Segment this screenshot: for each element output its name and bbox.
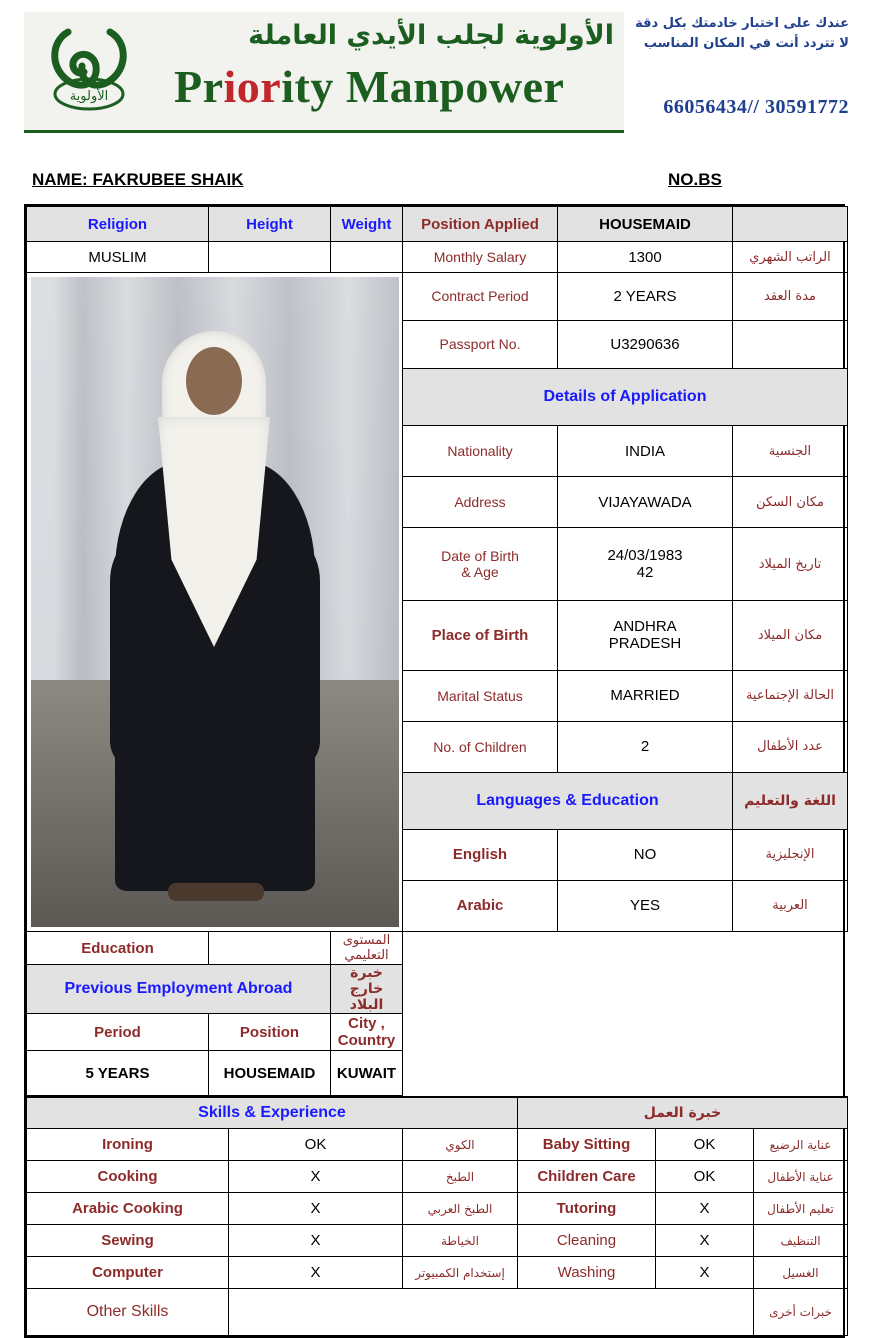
- skill-cooking-value: X: [229, 1161, 403, 1193]
- children-count-label: No. of Children: [403, 721, 558, 772]
- brand-english-title: [174, 60, 564, 113]
- skill-ironing-value: OK: [229, 1129, 403, 1161]
- city-country-header: City , Country: [331, 1014, 403, 1051]
- brand-block: [24, 12, 624, 133]
- skill-computer-label: Computer: [27, 1257, 229, 1289]
- languages-section-title-arabic: اللغة والتعليم: [733, 772, 848, 829]
- dob-age: 42: [636, 564, 654, 582]
- english-label: English: [403, 829, 558, 880]
- brand-en-part3: ity Manpower: [281, 61, 565, 112]
- table-row: [27, 273, 848, 321]
- skill-cleaning-label: Cleaning: [518, 1225, 656, 1257]
- brand-arabic-title: الأولوية لجلب الأيدي العاملة: [248, 20, 614, 51]
- place-of-birth-line1: ANDHRA: [613, 618, 677, 636]
- previous-city-country-value: KUWAIT: [331, 1051, 403, 1096]
- monthly-salary-arabic: الراتب الشهري: [733, 242, 848, 273]
- tagline-line-2: لا تتردد أنت في المكان المناسب: [643, 36, 849, 51]
- skill-tutoring-label: Tutoring: [518, 1193, 656, 1225]
- details-section-title: Details of Application: [403, 368, 848, 425]
- other-skills-label: Other Skills: [27, 1289, 229, 1336]
- brand-en-part2: ior: [223, 61, 282, 112]
- document-header: [0, 0, 869, 160]
- nationality-label: Nationality: [403, 426, 558, 477]
- dob-label-line1: Date of Birth: [441, 548, 519, 565]
- weight-value: [331, 242, 403, 273]
- height-value: [209, 242, 331, 273]
- application-sheet: [24, 204, 845, 1338]
- arabic-label: Arabic: [403, 880, 558, 931]
- previous-employment-title-arabic: خبرة خارج البلاد: [331, 965, 403, 1014]
- header-tagline: [619, 14, 849, 54]
- skill-baby-sitting-value: OK: [656, 1129, 754, 1161]
- languages-section-title: Languages & Education: [403, 772, 733, 829]
- other-skills-value: [229, 1289, 754, 1336]
- religion-value: MUSLIM: [27, 242, 209, 273]
- place-of-birth-arabic: مكان الميلاد: [733, 600, 848, 670]
- previous-employment-title: Previous Employment Abroad: [27, 965, 331, 1014]
- monthly-salary-value: 1300: [558, 242, 733, 273]
- nationality-arabic: الجنسية: [733, 426, 848, 477]
- dob-date: 24/03/1983: [607, 547, 683, 565]
- passport-no-arabic: [733, 320, 848, 368]
- place-of-birth-line2: PRADESH: [608, 635, 682, 653]
- skill-arabic-cooking-value: X: [229, 1193, 403, 1225]
- skill-tutoring-arabic: تعليم الأطفال: [754, 1193, 848, 1225]
- address-value: VIJAYAWADA: [558, 477, 733, 528]
- table-row: [27, 1161, 848, 1193]
- skill-arabic-cooking-arabic: الطبخ العربي: [403, 1193, 518, 1225]
- table-row: [27, 1225, 848, 1257]
- arabic-value: YES: [558, 880, 733, 931]
- table-row: [27, 932, 848, 965]
- table-row: [27, 1193, 848, 1225]
- table-row: [27, 1289, 848, 1336]
- skill-cooking-label: Cooking: [27, 1161, 229, 1193]
- skill-computer-arabic: إستخدام الكمبيوتر: [403, 1257, 518, 1289]
- marital-status-value: MARRIED: [558, 670, 733, 721]
- skill-computer-value: X: [229, 1257, 403, 1289]
- marital-status-arabic: الحالة الإجتماعية: [733, 670, 848, 721]
- dob-arabic: تاريخ الميلاد: [733, 528, 848, 601]
- skills-table: [26, 1096, 848, 1336]
- children-count-value: 2: [558, 721, 733, 772]
- religion-header: Religion: [27, 207, 209, 242]
- previous-period-value: 5 YEARS: [27, 1051, 209, 1096]
- skill-baby-sitting-arabic: عناية الرضيع: [754, 1129, 848, 1161]
- nationality-value: INDIA: [558, 426, 733, 477]
- position-applied-arabic: [733, 207, 848, 242]
- weight-header: Weight: [331, 207, 403, 242]
- skills-section-title-arabic: خبرة العمل: [518, 1097, 848, 1129]
- skill-sewing-label: Sewing: [27, 1225, 229, 1257]
- contract-period-label: Contract Period: [403, 273, 558, 321]
- name-row: [24, 166, 845, 200]
- table-row: [27, 242, 848, 273]
- english-arabic: الإنجليزية: [733, 829, 848, 880]
- height-header: Height: [209, 207, 331, 242]
- skill-cleaning-arabic: التنظيف: [754, 1225, 848, 1257]
- skill-arabic-cooking-label: Arabic Cooking: [27, 1193, 229, 1225]
- children-count-arabic: عدد الأطفال: [733, 721, 848, 772]
- svg-text:الأولوية: الأولوية: [69, 89, 109, 104]
- skill-sewing-arabic: الخياطة: [403, 1225, 518, 1257]
- address-arabic: مكان السكن: [733, 477, 848, 528]
- skill-ironing-label: Ironing: [27, 1129, 229, 1161]
- applicant-photo: [27, 273, 403, 932]
- address-label: Address: [403, 477, 558, 528]
- table-row: [27, 1129, 848, 1161]
- table-row: [27, 1014, 848, 1051]
- table-row: [27, 1097, 848, 1129]
- skill-washing-arabic: الغسيل: [754, 1257, 848, 1289]
- skills-section-title: Skills & Experience: [27, 1097, 518, 1129]
- skill-washing-label: Washing: [518, 1257, 656, 1289]
- dob-label-line2: & Age: [461, 564, 499, 581]
- contact-phone: 66056434// 30591772: [663, 96, 849, 118]
- monthly-salary-label: Monthly Salary: [403, 242, 558, 273]
- education-value: [209, 932, 331, 965]
- period-header: Period: [27, 1014, 209, 1051]
- table-row: [27, 1257, 848, 1289]
- contract-period-value: 2 YEARS: [558, 273, 733, 321]
- skill-children-care-label: Children Care: [518, 1161, 656, 1193]
- position-applied-value: HOUSEMAID: [558, 207, 733, 242]
- company-logo-icon: [38, 20, 158, 120]
- passport-no-value: U3290636: [558, 320, 733, 368]
- dob-value: [558, 528, 733, 601]
- other-skills-arabic: خبرات أخرى: [754, 1289, 848, 1336]
- marital-status-label: Marital Status: [403, 670, 558, 721]
- skill-washing-value: X: [656, 1257, 754, 1289]
- place-of-birth-label: Place of Birth: [403, 600, 558, 670]
- previous-position-value: HOUSEMAID: [209, 1051, 331, 1096]
- table-row: [27, 1051, 848, 1096]
- skill-ironing-arabic: الكوي: [403, 1129, 518, 1161]
- education-label: Education: [27, 932, 209, 965]
- english-value: NO: [558, 829, 733, 880]
- tagline-line-1: عندك على اختبار خادمتك بكل دقة: [635, 16, 849, 31]
- reference-no: NO.BS: [668, 170, 722, 189]
- passport-no-label: Passport No.: [403, 320, 558, 368]
- table-row: [27, 207, 848, 242]
- dob-label: [403, 528, 558, 601]
- brand-en-part1: Pr: [174, 61, 224, 112]
- skill-baby-sitting-label: Baby Sitting: [518, 1129, 656, 1161]
- contract-period-arabic: مدة العقد: [733, 273, 848, 321]
- position-applied-label: Position Applied: [403, 207, 558, 242]
- skill-children-care-value: OK: [656, 1161, 754, 1193]
- arabic-language-arabic: العربية: [733, 880, 848, 931]
- education-arabic: المستوى التعليمي: [331, 932, 403, 965]
- applicant-name: NAME: FAKRUBEE SHAIK: [32, 170, 244, 189]
- skill-tutoring-value: X: [656, 1193, 754, 1225]
- place-of-birth-value: [558, 600, 733, 670]
- skill-children-care-arabic: عناية الأطفال: [754, 1161, 848, 1193]
- skill-sewing-value: X: [229, 1225, 403, 1257]
- table-row: [27, 965, 848, 1014]
- main-table: [26, 206, 848, 1096]
- skill-cleaning-value: X: [656, 1225, 754, 1257]
- position-header: Position: [209, 1014, 331, 1051]
- skill-cooking-arabic: الطبخ: [403, 1161, 518, 1193]
